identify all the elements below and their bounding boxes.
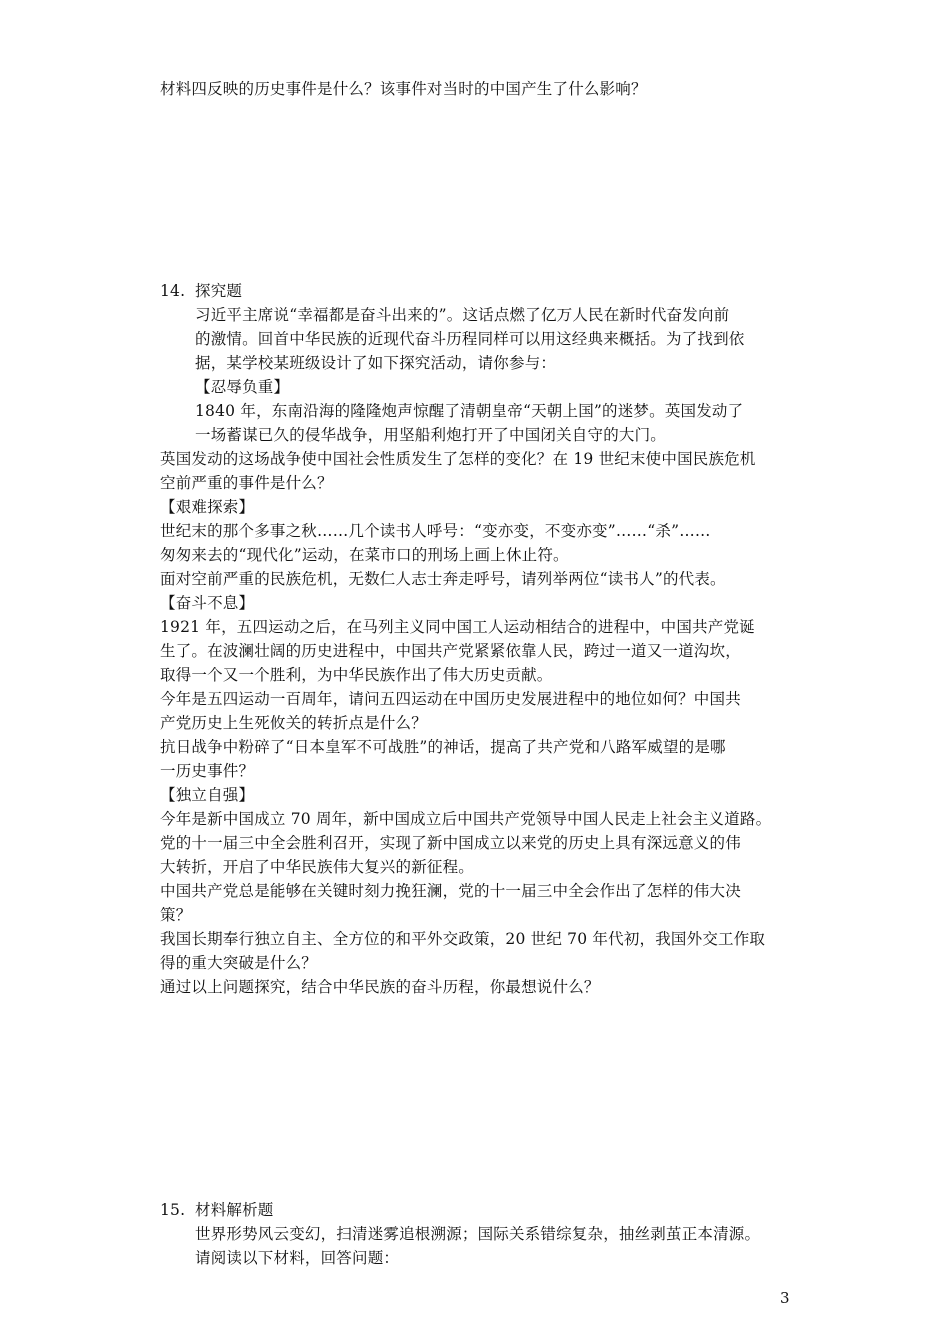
q14-intro-line: 据，某学校某班级设计了如下探究活动，请你参与：: [195, 354, 557, 372]
section-text-line: 大转折，开启了中华民族伟大复兴的新征程。: [160, 858, 475, 876]
question-line: 策？: [160, 906, 192, 924]
section-heading-struggle: 【奋斗不息】: [160, 594, 255, 612]
question-line: 抗日战争中粉碎了“日本皇军不可战胜”的神话，提高了共产党和八路军威望的是哪: [160, 738, 726, 756]
section-text-line: 党的十一届三中全会胜利召开，实现了新中国成立以来党的历史上具有深远意义的伟: [160, 834, 741, 852]
question-line: 今年是五四运动一百周年，请问五四运动在中国历史发展进程中的地位如何？中国共: [160, 690, 741, 708]
section-text-line: 1840 年，东南沿海的隆隆炮声惊醒了清朝皇帝“天朝上国”的迷梦。英国发动了: [195, 402, 744, 420]
q14-number: 14.: [160, 282, 186, 300]
question-line: 我国长期奉行独立自主、全方位的和平外交政策，20 世纪 70 年代初，我国外交工作取: [160, 930, 766, 948]
question-line: 中国共产党总是能够在关键时刻力挽狂澜，党的十一届三中全会作出了怎样的伟大决: [160, 882, 741, 900]
q13-question: 材料四反映的历史事件是什么？该事件对当时的中国产生了什么影响？: [160, 80, 647, 98]
q15-intro-line: 请阅读以下材料，回答问题：: [195, 1249, 400, 1267]
q14-intro-line: 的激情。回首中华民族的近现代奋斗历程同样可以用这经典来概括。为了找到依: [195, 330, 745, 348]
q14-intro-line: 习近平主席说“幸福都是奋斗出来的”。这话点燃了亿万人民在新时代奋发向前: [195, 306, 730, 324]
section-text-line: 今年是新中国成立 70 周年，新中国成立后中国共产党领导中国人民走上社会主义道路。: [160, 810, 772, 828]
section-heading-independence: 【独立自强】: [160, 786, 255, 804]
question-line: 通过以上问题探究，结合中华民族的奋斗历程，你最想说什么？: [160, 978, 600, 996]
section-text-line: 匆匆来去的“现代化”运动，在菜市口的刑场上画上休止符。: [160, 546, 569, 564]
page-number: 3: [780, 1289, 790, 1307]
section-text-line: 一场蓄谋已久的侵华战争，用坚船利炮打开了中国闭关自守的大门。: [195, 426, 667, 444]
question-line: 产党历史上生死攸关的转折点是什么？: [160, 714, 427, 732]
question-line: 得的重大突破是什么？: [160, 954, 318, 972]
q15-intro-line: 世界形势风云变幻，扫清迷雾追根溯源；国际关系错综复杂，抽丝剥茧正本清源。: [195, 1225, 761, 1243]
q15-title: 材料解析题: [195, 1201, 274, 1219]
section-text-line: 生了。在波澜壮阔的历史进程中，中国共产党紧紧依靠人民，跨过一道又一道沟坎，: [160, 642, 741, 660]
question-line: 空前严重的事件是什么？: [160, 474, 333, 492]
section-text-line: 1921 年，五四运动之后，在马列主义同中国工人运动相结合的进程中，中国共产党诞: [160, 618, 755, 636]
section-heading-endure: 【忍辱负重】: [195, 378, 290, 396]
question-line: 一历史事件？: [160, 762, 255, 780]
question-line: 英国发动的这场战争使中国社会性质发生了怎样的变化？在 19 世纪末使中国民族危机: [160, 450, 756, 468]
section-heading-explore: 【艰难探索】: [160, 498, 255, 516]
question-line: 面对空前严重的民族危机，无数仁人志士奔走呼号，请列举两位“读书人”的代表。: [160, 570, 726, 588]
section-text-line: 世纪末的那个多事之秋……几个读书人呼号：“变亦变，不变亦变”……“杀”……: [160, 522, 711, 540]
q15-number: 15.: [160, 1201, 186, 1219]
q14-title: 探究题: [195, 282, 243, 300]
section-text-line: 取得一个又一个胜利，为中华民族作出了伟大历史贡献。: [160, 666, 553, 684]
